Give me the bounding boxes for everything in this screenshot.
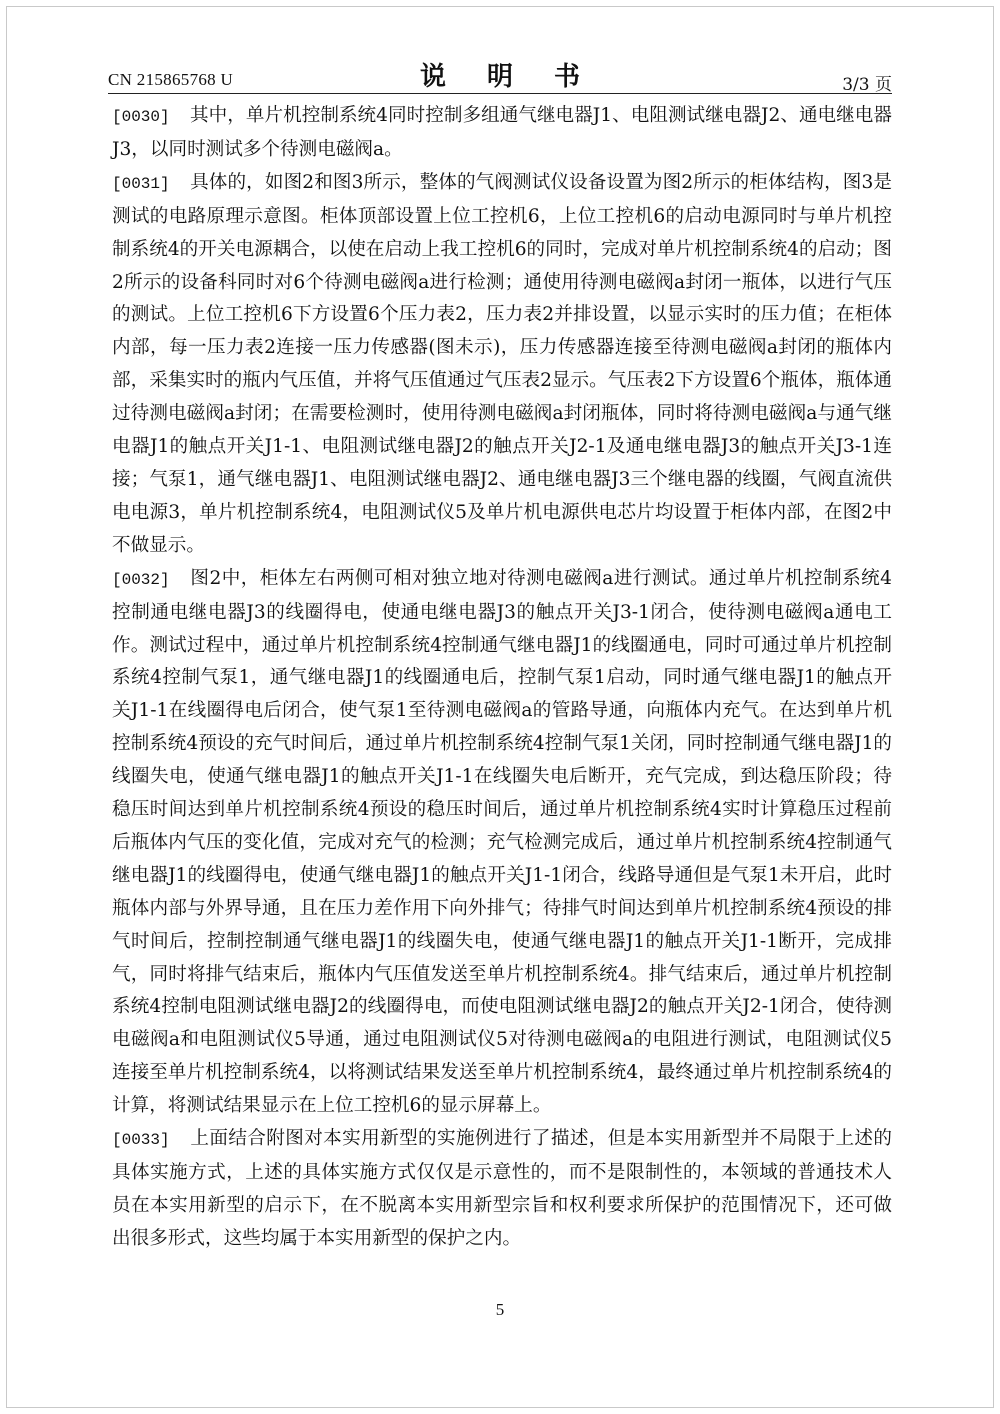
paragraph-text: 具体的，如图2和图3所示，整体的气阀测试仪设备设置为图2所示的柜体结构，图3是测试的电路原理示意图。柜体顶部设置上位工控机6，上位工控机6的启动电源同时与单片机控制系统4的开关电源耦合，以使在启动上我工控机6的同时，完成对单片机控制系统4的启动；图2所示的设备科同时对6个待测电磁阀a进行检测；通使用待测电磁阀a封闭一瓶体，以进行气压的测试。上位工控机6下方设置6个压力表2，压力表2并排设置，以显示实时的压力值；在柜体内部，每一压力表2连接一压力传感器(图未示)，压力传感器连接至待测电磁阀a封闭的瓶体内部，采集实时的瓶内气压值，并将气压值通过气压表2显示。气压表2下方设置6个瓶体，瓶体通过待测电磁阀a封闭；在需要检测时，使用待测电磁阀a封闭瓶体，同时将待测电磁阀a与通气继电器J1的触点开关J1-1、电阻测试继电器J2的触点开关J2-1及通电继电器J3的触点开关J3-1连接；气泵1，通气继电器J1、电阻测试继电器J2、通电继电器J3三个继电器的线圈，气阀直流供电电源3，单片机控制系统4，电阻测试仪5及单片机电源供电芯片均设置于柜体内部，在图2中不做显示。 xyxy=(112,171,892,556)
paragraph-0033: [0033] 上面结合附图对本实用新型的实施例进行了描述，但是本实用新型并不局限于上述的具体实施方式，上述的具体实施方式仅仅是示意性的，而不是限制性的，本领域的普通技术人员在本实用新型的启示下，在不脱离本实用新型宗旨和权利要求所保护的范围情况下，还可做出很多形式，这些均属于本实用新型的保护之内。 xyxy=(112,1128,892,1249)
paragraph-0032: [0032] 图2中，柜体左右两侧可相对独立地对待测电磁阀a进行测试。通过单片机控制系统4控制通电继电器J3的线圈得电，使通电继电器J3的触点开关J3-1闭合，使待测电磁阀a通电工作。测试过程中，通过单片机控制系统4控制通气继电器J1的线圈通电，同时可通过单片机控制系统4控制气泵1，通气继电器J1的线圈通电后，控制气泵1启动，同时通气继电器J1的触点开关J1-1在线圈得电后闭合，使气泵1至待测电磁阀a的管路导通，向瓶体内充气。在达到单片机控制系统4预设的充气时间后，通过单片机控制系统4控制气泵1关闭，同时控制通气继电器J1的线圈失电，使通气继电器J1的触点开关J1-1在线圈失电后断开，充气完成，到达稳压阶段；待稳压时间达到单片机控制系统4预设的稳压时间后，通过单片机控制系统4实时计算稳压过程前后瓶体内气压的变化值，完成对充气的检测；充气检测完成后，通过单片机控制系统4控制通气继电器J1的线圈得电，使通气继电器J1的触点开关J1-1闭合，线路导通但是气泵1未开启，此时瓶体内部与外界导通，且在压力差作用下向外排气；待排气时间达到单片机控制系统4预设的排气时间后，控制控制通气继电器J1的线圈失电，使通气继电器J1的触点开关J1-1断开，完成排气，同时将排气结束后，瓶体内气压值发送至单片机控制系统4。排气结束后，通过单片机控制系统4控制电阻测试继电器J2的线圈得电，而使电阻测试继电器J2的触点开关J2-1闭合，使待测电磁阀a和电阻测试仪5导通，通过电阻测试仪5对待测电磁阀a的电阻进行测试，电阻测试仪5连接至单片机控制系统4，以将测试结果发送至单片机控制系统4，最终通过单片机控制系统4的计算，将测试结果显示在上位工控机6的显示屏幕上。 xyxy=(112,567,892,1117)
paragraph-0031: [0031] 具体的，如图2和图3所示，整体的气阀测试仪设备设置为图2所示的柜体结构，图3是测试的电路原理示意图。柜体顶部设置上位工控机6，上位工控机6的启动电源同时与单片机控制系统4的开关电源耦合，以使在启动上我工控机6的同时，完成对单片机控制系统4的启动；图2所示的设备科同时对6个待测电磁阀a进行检测；通使用待测电磁阀a封闭一瓶体，以进行气压的测试。上位工控机6下方设置6个压力表2，压力表2并排设置，以显示实时的压力值；在柜体内部，每一压力表2连接一压力传感器(图未示)，压力传感器连接至待测电磁阀a封闭的瓶体内部，采集实时的瓶内气压值，并将气压值通过气压表2显示。气压表2下方设置6个瓶体，瓶体通过待测电磁阀a封闭；在需要检测时，使用待测电磁阀a封闭瓶体，同时将待测电磁阀a与通气继电器J1的触点开关J1-1、电阻测试继电器J2的触点开关J2-1及通电继电器J3的触点开关J3-1连接；气泵1，通气继电器J1、电阻测试继电器J2、通电继电器J3三个继电器的线圈，气阀直流供电电源3，单片机控制系统4，电阻测试仪5及单片机电源供电芯片均设置于柜体内部，在图2中不做显示。 xyxy=(112,171,892,556)
paragraph-text: 上面结合附图对本实用新型的实施例进行了描述，但是本实用新型并不局限于上述的具体实施方式，上述的具体实施方式仅仅是示意性的，而不是限制性的，本领域的普通技术人员在本实用新型的启示下，在不脱离本实用新型宗旨和权利要求所保护的范围情况下，还可做出很多形式，这些均属于本实用新型的保护之内。 xyxy=(112,1128,892,1249)
publication-number: CN 215865768 U xyxy=(108,70,234,89)
page-count: 3/3 页 xyxy=(842,75,892,95)
document-title: 说 明 书 xyxy=(419,62,597,92)
header-divider xyxy=(108,93,892,94)
description-body xyxy=(112,100,892,1256)
paragraph-0030: [0030] 其中，单片机控制系统4同时控制多组通气继电器J1、电阻测试继电器J2、通电继电器J3，以同时测试多个待测电磁阀a。 xyxy=(112,105,892,160)
page-header xyxy=(108,56,892,95)
paragraph-text: 其中，单片机控制系统4同时控制多组通气继电器J1、电阻测试继电器J2、通电继电器J3，以同时测试多个待测电磁阀a。 xyxy=(112,105,892,160)
paragraph-text: 图2中，柜体左右两侧可相对独立地对待测电磁阀a进行测试。通过单片机控制系统4控制通电继电器J3的线圈得电，使通电继电器J3的触点开关J3-1闭合，使待测电磁阀a通电工作。测试过程中，通过单片机控制系统4控制通气继电器J1的线圈通电，同时可通过单片机控制系统4控制气泵1，通气继电器J1的线圈通电后，控制气泵1启动，同时通气继电器J1的触点开关J1-1在线圈得电后闭合，使气泵1至待测电磁阀a的管路导通，向瓶体内充气。在达到单片机控制系统4预设的充气时间后，通过单片机控制系统4控制气泵1关闭，同时控制通气继电器J1的线圈失电，使通气继电器J1的触点开关J1-1在线圈失电后断开，充气完成，到达稳压阶段；待稳压时间达到单片机控制系统4预设的稳压时间后，通过单片机控制系统4实时计算稳压过程前后瓶体内气压的变化值，完成对充气的检测；充气检测完成后，通过单片机控制系统4控制通气继电器J1的线圈得电，使通气继电器J1的触点开关J1-1闭合，线路导通但是气泵1未开启，此时瓶体内部与外界导通，且在压力差作用下向外排气；待排气时间达到单片机控制系统4预设的排气时间后，控制控制通气继电器J1的线圈失电，使通气继电器J1的触点开关J1-1断开，完成排气，同时将排气结束后，瓶体内气压值发送至单片机控制系统4。排气结束后，通过单片机控制系统4控制电阻测试继电器J2的线圈得电，而使电阻测试继电器J2的触点开关J2-1闭合，使待测电磁阀a和电阻测试仪5导通，通过电阻测试仪5对待测电磁阀a的电阻进行测试，电阻测试仪5连接至单片机控制系统4，以将测试结果发送至单片机控制系统4，最终通过单片机控制系统4的计算，将测试结果显示在上位工控机6的显示屏幕上。 xyxy=(112,567,892,1117)
page-number: 5 xyxy=(495,1300,505,1319)
